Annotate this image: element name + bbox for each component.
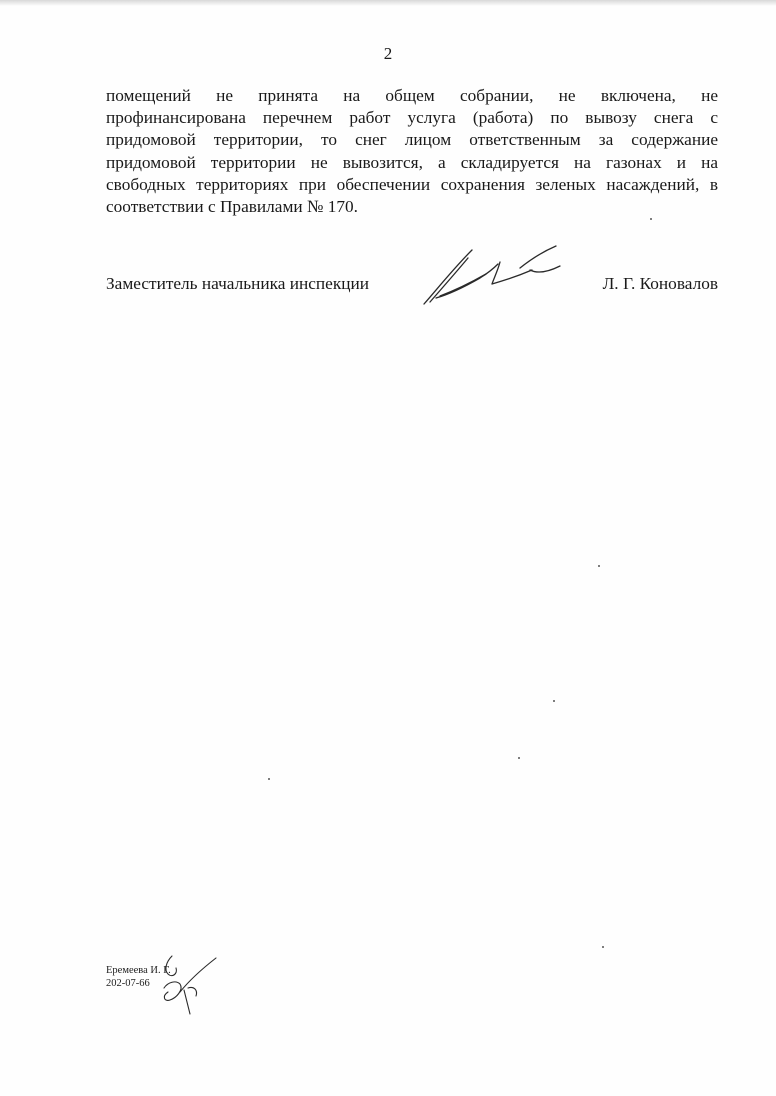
- handwritten-initials-icon: [150, 952, 222, 1022]
- executor-name: Еремеева И. Г.: [106, 965, 171, 976]
- signer-position: Заместитель начальника инспекции: [106, 274, 369, 293]
- scan-speck: [268, 778, 270, 780]
- executor-phone: 202-07-66: [106, 977, 150, 989]
- scan-speck: [553, 700, 555, 702]
- scan-speck: [598, 565, 600, 567]
- scan-speck: [518, 757, 520, 759]
- body-line: профинансирована перечнем работ услуга (работа) по вывозу снега с: [106, 108, 718, 128]
- body-line: помещений не принята на общем собрании, не включена, не: [106, 86, 718, 105]
- scan-speck: [602, 946, 604, 948]
- scan-edge-shadow: [0, 0, 776, 6]
- handwritten-signature-icon: [420, 240, 570, 310]
- body-line: свободных территориях при обеспечении сохранения зеленых насаждений, в: [106, 174, 718, 194]
- page-number: 2: [383, 44, 393, 63]
- body-line: придомовой территории, то снег лицом ответственным за содержание: [106, 130, 718, 150]
- signature-block: [106, 272, 718, 298]
- body-line: соответствии с Правилами № 170.: [106, 197, 359, 217]
- letter-body: [106, 85, 718, 218]
- signer-name: Л. Г. Коновалов: [602, 274, 718, 293]
- body-line: придомовой территории не вывозится, а складируется на газонах и на: [106, 152, 718, 172]
- scan-speck: [650, 218, 652, 220]
